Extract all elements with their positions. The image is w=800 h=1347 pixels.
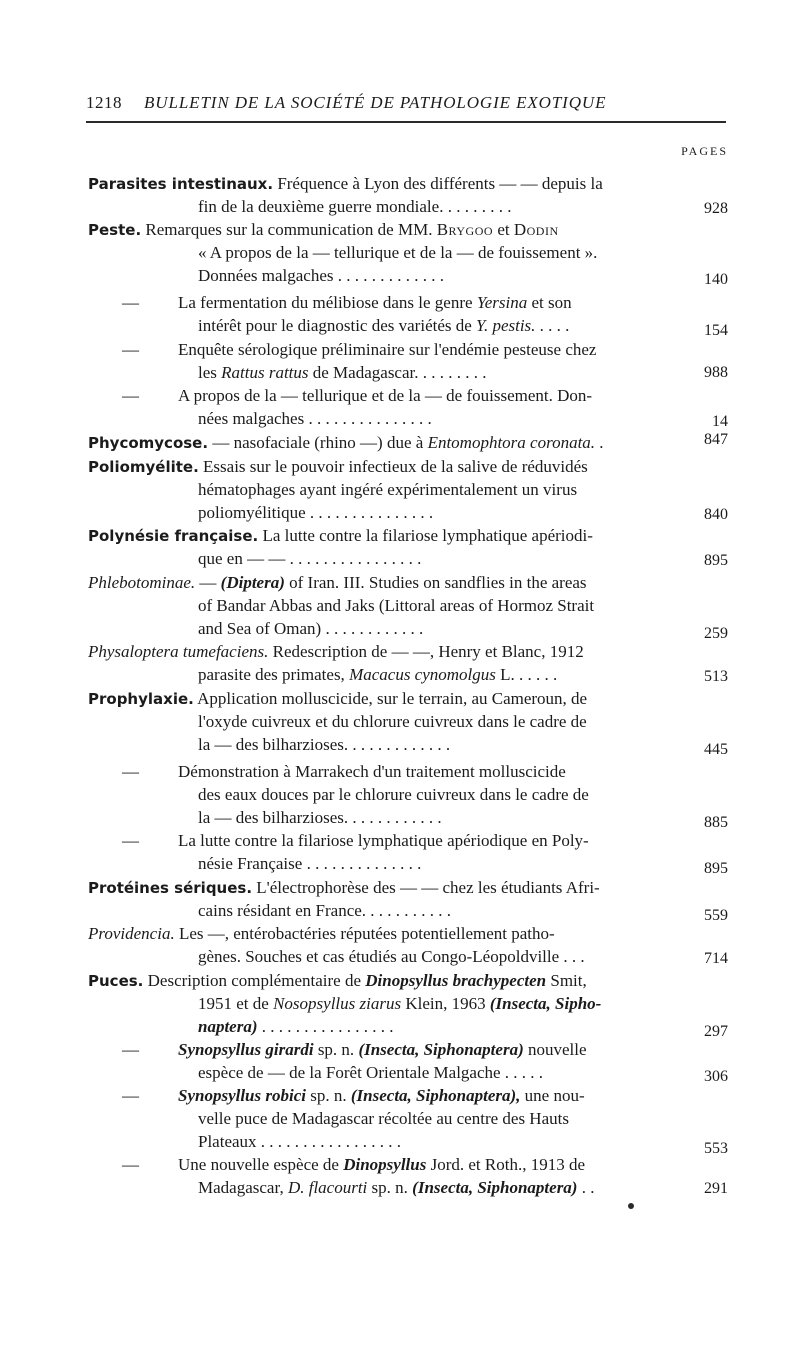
entry-keyword: Peste. <box>88 221 142 239</box>
index-line <box>198 664 668 686</box>
index-line <box>198 408 668 430</box>
repeat-dash: — <box>122 340 139 359</box>
index-line <box>198 1177 668 1199</box>
entry-text: . . . . <box>535 316 570 335</box>
index-line <box>198 1131 668 1153</box>
entry-text: nées malgaches . . . . . . . . . . . . . . . <box>198 409 432 428</box>
index-line <box>198 711 668 733</box>
repeat-dash: — <box>122 386 139 405</box>
index-line <box>198 595 668 617</box>
entry-text: « A propos de la — tellurique et de la — de fouissement ». <box>198 243 598 262</box>
entry-text: sp. n. <box>367 1178 413 1197</box>
entry-text: hématophages ayant ingéré expérimentalement un virus <box>198 480 578 499</box>
index-line <box>88 970 668 992</box>
taxon-name: Dinopsyllus brachypecten <box>365 971 547 990</box>
entry-text: A propos de la — tellurique et de la — de fouissement. Don- <box>178 386 593 405</box>
index-line <box>198 946 668 968</box>
entry-text: Klein, 1963 <box>401 994 490 1013</box>
repeat-dash: — <box>122 1040 139 1059</box>
index-line <box>88 432 668 454</box>
taxon-name: Synopsyllus robici <box>178 1086 306 1105</box>
index-line <box>198 502 668 524</box>
page-reference: 306 <box>704 1068 728 1085</box>
journal-title: BULLETIN DE LA SOCIÉTÉ DE PATHOLOGIE EXOTIQUE <box>144 93 607 112</box>
entry-text: et son <box>527 293 572 312</box>
entry-text: la — des bilharzioses. . . . . . . . . . . . <box>198 808 442 827</box>
taxon-name: naptera) <box>198 1017 258 1036</box>
entry-keyword: Poliomyélite. <box>88 458 199 476</box>
taxon-name: Nosopsyllus ziarus <box>273 994 402 1013</box>
index-line <box>198 993 668 1015</box>
entry-text: l'oxyde cuivreux et du chlorure cuivreux dans le cadre de <box>198 712 587 731</box>
entry-text: Une nouvelle espèce de <box>178 1155 344 1174</box>
entry-keyword: Phycomycose. <box>88 434 209 452</box>
index-line <box>198 900 668 922</box>
entry-text: Smit, <box>546 971 587 990</box>
repeat-dash: — <box>122 1155 139 1174</box>
entry-keyword: Puces. <box>88 972 144 990</box>
author-name: Dodin <box>513 220 559 239</box>
entry-keyword: Physaloptera tumefaciens. <box>88 642 269 661</box>
page-reference: 895 <box>704 860 728 877</box>
entry-text: — nasofaciale (rhino —) due à <box>208 433 428 452</box>
entry-text: . . <box>577 1178 595 1197</box>
index-line <box>88 641 668 663</box>
index-line <box>198 1108 668 1130</box>
index-line <box>88 923 668 945</box>
entry-text: . <box>595 433 604 452</box>
taxon-name: Rattus rattus <box>221 363 309 382</box>
index-line <box>178 1154 668 1176</box>
page-reference: 559 <box>704 907 728 924</box>
entry-text: . . . . . . . . . . . . . . . . <box>257 1017 394 1036</box>
entry-text: poliomyélitique . . . . . . . . . . . . . . . <box>198 503 434 522</box>
entry-text: velle puce de Madagascar récoltée au centre des Hauts <box>198 1109 569 1128</box>
index-line <box>88 173 668 195</box>
entry-text: Madagascar, <box>198 1178 288 1197</box>
entry-keyword: Providencia. <box>88 924 175 943</box>
page-reference: 988 <box>704 364 728 381</box>
running-header <box>86 93 726 117</box>
entry-text: of Iran. III. Studies on sandflies in the areas <box>284 573 587 592</box>
entry-keyword: Protéines sériques. <box>88 879 253 897</box>
page-reference: 928 <box>704 200 728 217</box>
entry-text: L. . . . . . <box>495 665 558 684</box>
taxon-name: Y. pestis. <box>476 316 536 335</box>
entry-text: 1951 et de <box>198 994 274 1013</box>
index-line <box>88 219 668 241</box>
entry-text: que en — — . . . . . . . . . . . . . . . . <box>198 549 422 568</box>
page-number: 1218 <box>86 93 122 112</box>
entry-text: cains résidant en France. . . . . . . . . . . <box>198 901 452 920</box>
taxon-name: Macacus cynomolgus <box>349 665 496 684</box>
page-reference: 513 <box>704 668 728 685</box>
taxon-name: Entomophtora coronata. <box>427 433 596 452</box>
page-reference: 445 <box>704 741 728 758</box>
entry-text: la — des bilharzioses. . . . . . . . . . . . . <box>198 735 451 754</box>
repeat-dash: — <box>122 1086 139 1105</box>
index-line <box>88 572 668 594</box>
entry-text: and Sea of Oman) . . . . . . . . . . . . <box>198 619 424 638</box>
entry-text: Description complémentaire de <box>143 971 366 990</box>
index-line <box>198 479 668 501</box>
entry-text: La lutte contre la filariose lymphatique apériodi- <box>258 526 593 545</box>
index-line <box>88 877 668 899</box>
entry-text: sp. n. <box>313 1040 359 1059</box>
page-reference: 259 <box>704 625 728 642</box>
entry-keyword: Parasites intestinaux. <box>88 175 274 193</box>
entry-text: de Madagascar. . . . . . . . . <box>308 363 487 382</box>
entry-keyword: Prophylaxie. <box>88 690 194 708</box>
taxon-name: Dinopsyllus <box>343 1155 427 1174</box>
taxon-name: Yersina <box>476 293 528 312</box>
index-line <box>198 1016 668 1038</box>
bullet-mark <box>628 1203 634 1209</box>
taxon-name: (Diptera) <box>220 573 285 592</box>
page-reference: 895 <box>704 552 728 569</box>
index-line <box>198 618 668 640</box>
entry-text: Application molluscicide, sur le terrain, au Cameroun, de <box>193 689 588 708</box>
page-reference: 847 <box>704 431 728 448</box>
index-line <box>198 196 668 218</box>
taxon-name: D. flacourti <box>287 1178 368 1197</box>
taxon-name: (Insecta, Sipho- <box>489 994 602 1013</box>
index-line <box>88 688 668 710</box>
index-line <box>178 830 668 852</box>
entry-text: La fermentation du mélibiose dans le genre <box>178 293 477 312</box>
index-line <box>198 548 668 570</box>
entry-text: Plateaux . . . . . . . . . . . . . . . . . <box>198 1132 402 1151</box>
entry-text: Démonstration à Marrakech d'un traitement molluscicide <box>178 762 566 781</box>
page-reference: 714 <box>704 950 728 967</box>
entry-text: parasite des primates, <box>198 665 350 684</box>
index-line <box>198 853 668 875</box>
index-line <box>178 385 668 407</box>
repeat-dash: — <box>122 762 139 781</box>
index-line <box>88 456 668 478</box>
page-reference: 553 <box>704 1140 728 1157</box>
taxon-name: (Insecta, Siphonaptera) <box>358 1040 524 1059</box>
entry-text: et <box>493 220 514 239</box>
entry-text: La lutte contre la filariose lymphatique apériodique en Poly- <box>178 831 589 850</box>
entry-keyword: Phlebotominae. <box>88 573 196 592</box>
entry-text: Remarques sur la communication de MM. <box>141 220 437 239</box>
pages-column-label: PAGES <box>681 144 728 158</box>
entry-text: sp. n. <box>306 1086 351 1105</box>
index-line <box>198 807 668 829</box>
entry-text: Données malgaches . . . . . . . . . . . . . <box>198 266 444 285</box>
page-reference: 885 <box>704 814 728 831</box>
repeat-dash: — <box>122 831 139 850</box>
page-reference: 297 <box>704 1023 728 1040</box>
index-line <box>178 339 668 361</box>
entry-text: Enquête sérologique préliminaire sur l'endémie pesteuse chez <box>178 340 597 359</box>
index-line <box>178 761 668 783</box>
entry-text: nésie Française . . . . . . . . . . . . . . <box>198 854 422 873</box>
page-reference: 840 <box>704 506 728 523</box>
index-line <box>178 292 668 314</box>
entry-text: Fréquence à Lyon des différents — — depuis la <box>273 174 603 193</box>
index-line <box>198 315 668 337</box>
repeat-dash: — <box>122 293 139 312</box>
index-line <box>198 734 668 756</box>
entry-text: L'électrophorèse des — — chez les étudiants Afri- <box>252 878 600 897</box>
taxon-name: (Insecta, Siphonaptera), <box>350 1086 521 1105</box>
page-reference: 154 <box>704 322 728 339</box>
index-line <box>198 784 668 806</box>
author-name: Brygoo <box>436 220 494 239</box>
entry-text: Jord. et Roth., 1913 de <box>426 1155 585 1174</box>
index-line <box>178 1085 668 1107</box>
index-line <box>178 1039 668 1061</box>
entry-text: fin de la deuxième guerre mondiale. . . . . . . . . <box>198 197 512 216</box>
entry-text: des eaux douces par le chlorure cuivreux dans le cadre de <box>198 785 589 804</box>
entry-text: une nou- <box>520 1086 585 1105</box>
page-reference: 14 <box>712 413 728 430</box>
index-line <box>198 362 668 384</box>
entry-text: Redescription de — —, Henry et Blanc, 1912 <box>268 642 584 661</box>
entry-text: nouvelle <box>523 1040 587 1059</box>
taxon-name: Synopsyllus girardi <box>178 1040 314 1059</box>
entry-text: les <box>198 363 222 382</box>
entry-text: Les —, entérobactéries réputées potentiellement patho- <box>174 924 555 943</box>
page-reference: 291 <box>704 1180 728 1197</box>
index-line <box>88 525 668 547</box>
entry-text: — <box>195 573 221 592</box>
entry-text: espèce de — de la Forêt Orientale Malgache . . . . . <box>198 1063 544 1082</box>
entry-keyword: Polynésie française. <box>88 527 259 545</box>
index-line <box>198 242 668 264</box>
page-reference: 140 <box>704 271 728 288</box>
entry-text: intérêt pour le diagnostic des variétés de <box>198 316 477 335</box>
taxon-name: (Insecta, Siphonaptera) <box>412 1178 578 1197</box>
index-line <box>198 265 668 287</box>
entry-text: gènes. Souches et cas étudiés au Congo-Léopoldville . . . <box>198 947 585 966</box>
entry-text: of Bandar Abbas and Jaks (Littoral areas of Hormoz Strait <box>198 596 595 615</box>
entry-text: Essais sur le pouvoir infectieux de la salive de réduvidés <box>198 457 588 476</box>
header-rule <box>86 121 726 123</box>
index-line <box>198 1062 668 1084</box>
